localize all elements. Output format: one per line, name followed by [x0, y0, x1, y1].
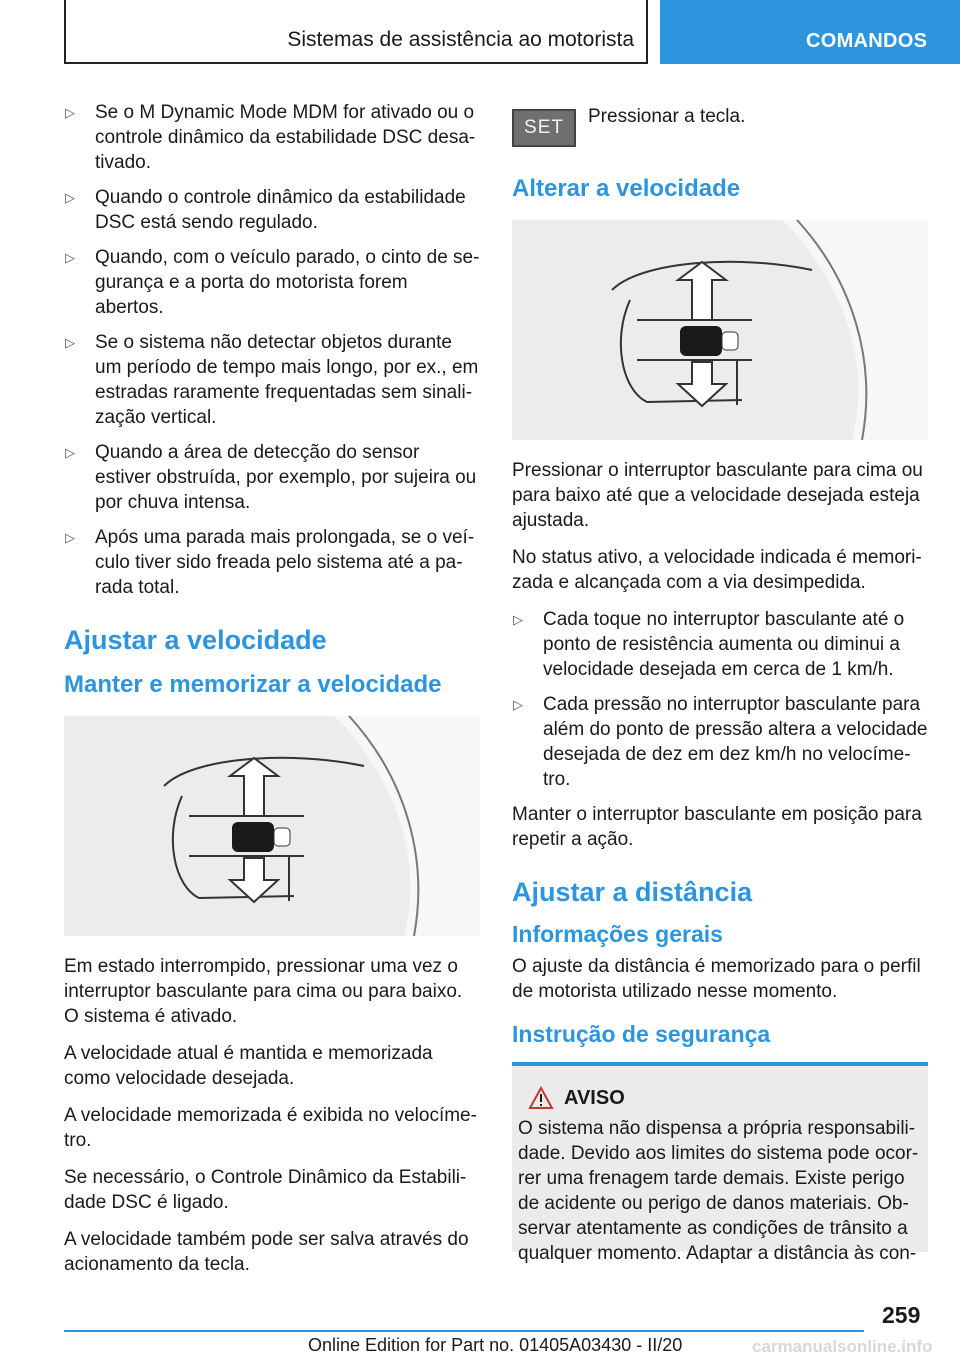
paragraph: A velocidade memorizada é exibida no velocíme-tro.	[64, 1105, 477, 1151]
bullet-marker-icon: ▷	[65, 250, 75, 265]
bullet-marker-icon: ▷	[65, 530, 75, 545]
warning-header	[518, 1086, 922, 1110]
paragraph: No status ativo, a velocidade indicada é memori-zada e alcançada com a via desimpedida.	[512, 547, 922, 593]
list-item: ▷ Cada toque no interruptor basculante até o ponto de resistência aumenta ou diminui a velocidade desejada em cerca de 1 km/h.	[513, 609, 905, 680]
paragraph: Manter o interruptor basculante em posição para repetir a ação.	[512, 804, 922, 850]
steering-switch-illustration	[64, 716, 480, 936]
bullet-marker-icon: ▷	[513, 697, 523, 712]
list-item: ▷ Cada pressão no interruptor basculante para além do ponto de pressão altera a velocidade desejada de dez em dez km/h no velocíme-tro.	[513, 694, 928, 790]
list-item: ▷ Se o sistema não detectar objetos durante um período de tempo mais longo, por ex., em estradas raramente frequentadas sem sinali-zação vertical.	[65, 332, 479, 428]
left-column	[64, 100, 480, 1289]
bullet-marker-icon: ▷	[65, 105, 75, 120]
steering-switch-illustration	[512, 220, 928, 440]
list-item: ▷ Quando, com o veículo parado, o cinto de se-gurança e a porta do motorista forem abertos.	[65, 247, 480, 318]
set-key-icon: SET	[512, 109, 576, 147]
warning-title: AVISO	[564, 1086, 625, 1109]
set-key-text: Pressionar a tecla.	[588, 106, 746, 127]
footer-edition: Online Edition for Part no. 01405A03430 - II/20	[308, 1335, 683, 1355]
bullet-marker-icon: ▷	[513, 612, 523, 627]
list-item: ▷ Após uma parada mais prolongada, se o veí-culo tiver sido freada pelo sistema até a pa-rada total.	[65, 527, 475, 598]
header-tab-label: COMANDOS	[806, 30, 928, 52]
bullet-marker-icon: ▷	[65, 190, 75, 205]
list-item: ▷ Quando o controle dinâmico da estabilidade DSC está sendo regulado.	[65, 187, 466, 233]
bullet-marker-icon: ▷	[65, 335, 75, 350]
heading-set-distance: Ajustar a distância	[512, 877, 753, 907]
header-title: Sistemas de assistência ao motorista	[287, 28, 634, 51]
header-box	[64, 0, 648, 64]
right-column	[512, 100, 928, 1264]
paragraph: Pressionar o interruptor basculante para cima ou para baixo até que a velocidade desejada esteja ajustada.	[512, 460, 923, 531]
paragraph: A velocidade atual é mantida e memorizada como velocidade desejada.	[64, 1043, 433, 1089]
warning-box	[512, 1062, 928, 1264]
heading-set-speed: Ajustar a velocidade	[64, 625, 327, 655]
condition-list	[64, 100, 480, 600]
speed-step-list	[512, 607, 928, 792]
paragraph: Se necessário, o Controle Dinâmico da Estabili-dade DSC é ligado.	[64, 1167, 467, 1213]
heading-general-info: Informações gerais	[512, 921, 723, 947]
paragraph: A velocidade também pode ser salva através do acionamento da tecla.	[64, 1229, 469, 1275]
paragraph: Em estado interrompido, pressionar uma vez o interruptor basculante para cima ou para baixo. O sistema é ativado.	[64, 956, 463, 1027]
warning-text: O sistema não dispensa a própria responsabili-dade. Devido aos limites do sistema pode ocor-rer uma frenagem tarde demais. Existe perigo de acidente ou perigo de danos materiais. Ob-servar atentamente as condições de trânsito a qualquer momento. Adaptar a distância às con-	[518, 1118, 919, 1264]
heading-change-speed: Alterar a velocidade	[512, 175, 741, 202]
header-tab	[660, 0, 960, 64]
heading-keep-speed: Manter e memorizar a velocidade	[64, 671, 442, 698]
footer-rule	[64, 1330, 864, 1332]
bullet-marker-icon: ▷	[65, 445, 75, 460]
paragraph: O ajuste da distância é memorizado para o perfil de motorista utilizado nesse momento.	[512, 956, 921, 1002]
list-item: ▷ Quando a área de detecção do sensor estiver obstruída, por exemplo, por sujeira ou por chuva intensa.	[65, 442, 477, 513]
page-number: 259	[882, 1302, 921, 1328]
heading-safety: Instrução de segurança	[512, 1021, 771, 1047]
set-key-row	[512, 100, 928, 170]
warning-triangle-icon	[528, 1086, 554, 1110]
watermark: carmanualsonline.info	[752, 1337, 933, 1356]
list-item: ▷ Se o M Dynamic Mode MDM for ativado ou o controle dinâmico da estabilidade DSC desa-tivado.	[65, 102, 476, 173]
